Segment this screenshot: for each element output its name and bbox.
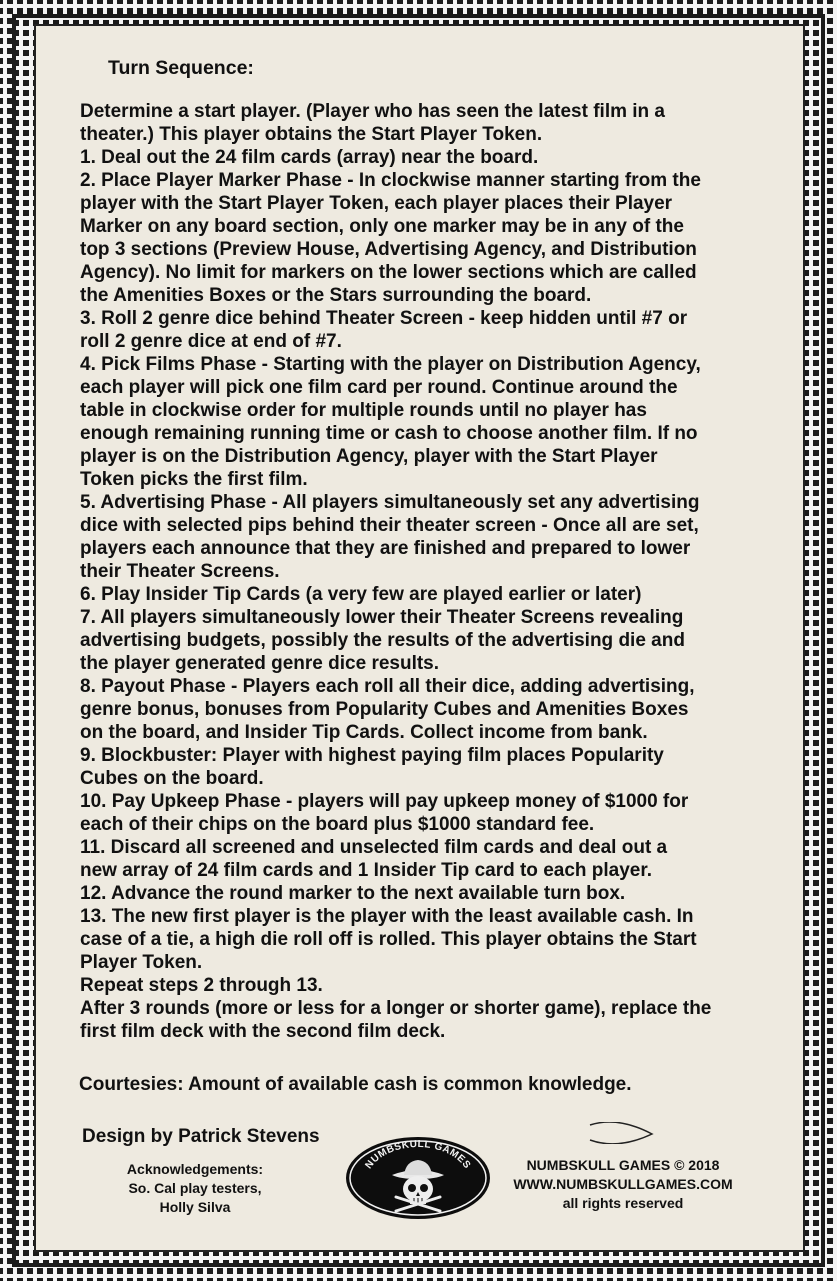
acknowledgements-line: Holly Silva <box>159 1199 231 1215</box>
body-line: Repeat steps 2 through 13. <box>80 975 323 996</box>
body-line: 5. Advertising Phase - All players simultaneously set any advertising <box>80 492 700 513</box>
ichthys-fish-icon <box>588 1122 654 1144</box>
body-line: 7. All players simultaneously lower their Theater Screens revealing <box>80 607 684 628</box>
company-info <box>488 1156 758 1213</box>
company-rights: all rights reserved <box>562 1195 684 1211</box>
body-line: 13. The new first player is the player with the least available cash. In <box>80 906 694 927</box>
body-line: enough remaining running time or cash to choose another film. If no <box>80 423 698 444</box>
body-line: 9. Blockbuster: Player with highest paying film places Popularity <box>80 745 664 766</box>
body-line: theater.) This player obtains the Start Player Token. <box>80 124 543 145</box>
body-line: Agency). No limit for markers on the lower sections which are called <box>80 262 697 283</box>
body-line: new array of 24 film cards and 1 Insider Tip card to each player. <box>80 860 652 881</box>
body-line: table in clockwise order for multiple rounds until no player has <box>80 400 647 421</box>
body-line: top 3 sections (Preview House, Advertising Agency, and Distribution <box>80 239 697 260</box>
body-line: Player Token. <box>80 952 203 973</box>
body-line: player with the Start Player Token, each player places their Player <box>80 193 673 214</box>
body-line: dice with selected pips behind their theater screen - Once all are set, <box>80 515 699 536</box>
body-line: Marker on any board section, only one marker may be in any of the <box>80 216 684 237</box>
company-copyright: NUMBSKULL GAMES © 2018 <box>526 1157 720 1173</box>
body-line: the player generated genre dice results. <box>80 653 440 674</box>
body-line: players each announce that they are finished and prepared to lower <box>80 538 691 559</box>
acknowledgements-heading: Acknowledgements: <box>126 1161 264 1177</box>
body-line: 10. Pay Upkeep Phase - players will pay upkeep money of $1000 for <box>80 791 689 812</box>
body-line: After 3 rounds (more or less for a longer or shorter game), replace the <box>80 998 712 1019</box>
body-line: 3. Roll 2 genre dice behind Theater Screen - keep hidden until #7 or <box>80 308 688 329</box>
body-line: 4. Pick Films Phase - Starting with the player on Distribution Agency, <box>80 354 701 375</box>
company-website: WWW.NUMBSKULLGAMES.COM <box>513 1176 733 1192</box>
body-line: 2. Place Player Marker Phase - In clockwise manner starting from the <box>80 170 701 191</box>
body-line: case of a tie, a high die roll off is rolled. This player obtains the Start <box>80 929 697 950</box>
logo-text: NUMBSKULL GAMES <box>363 1138 473 1172</box>
body-line: on the board, and Insider Tip Cards. Collect income from bank. <box>80 722 648 743</box>
body-line: player is on the Distribution Agency, player with the Start Player <box>80 446 658 467</box>
body-line: each of their chips on the board plus $1000 standard fee. <box>80 814 595 835</box>
body-line: the Amenities Boxes or the Stars surrounding the board. <box>80 285 592 306</box>
body-line: Cubes on the board. <box>80 768 264 789</box>
body-line: 1. Deal out the 24 film cards (array) near the board. <box>80 147 539 168</box>
body-line: advertising budgets, possibly the results of the advertising die and <box>80 630 685 651</box>
body-line: each player will pick one film card per round. Continue around the <box>80 377 678 398</box>
turn-sequence-text <box>80 100 780 1043</box>
body-line: Determine a start player. (Player who has seen the latest film in a <box>80 101 666 122</box>
body-line: roll 2 genre dice at end of #7. <box>80 331 342 352</box>
designer-credit: Design by Patrick Stevens <box>82 1126 320 1147</box>
body-line: 8. Payout Phase - Players each roll all their dice, adding advertising, <box>80 676 695 697</box>
numbskull-games-logo <box>344 1135 492 1221</box>
body-line: their Theater Screens. <box>80 561 280 582</box>
acknowledgements-line: So. Cal play testers, <box>128 1180 262 1196</box>
acknowledgements <box>110 1160 280 1217</box>
page-title: Turn Sequence: <box>108 57 254 79</box>
body-line: genre bonus, bonuses from Popularity Cubes and Amenities Boxes <box>80 699 689 720</box>
body-line: 12. Advance the round marker to the next available turn box. <box>80 883 626 904</box>
body-line: Token picks the first film. <box>80 469 308 490</box>
body-line: first film deck with the second film deck. <box>80 1021 446 1042</box>
body-line: 11. Discard all screened and unselected film cards and deal out a <box>80 837 668 858</box>
body-line: 6. Play Insider Tip Cards (a very few are played earlier or later) <box>80 584 642 605</box>
courtesies-note: Courtesies: Amount of available cash is common knowledge. <box>79 1074 632 1095</box>
